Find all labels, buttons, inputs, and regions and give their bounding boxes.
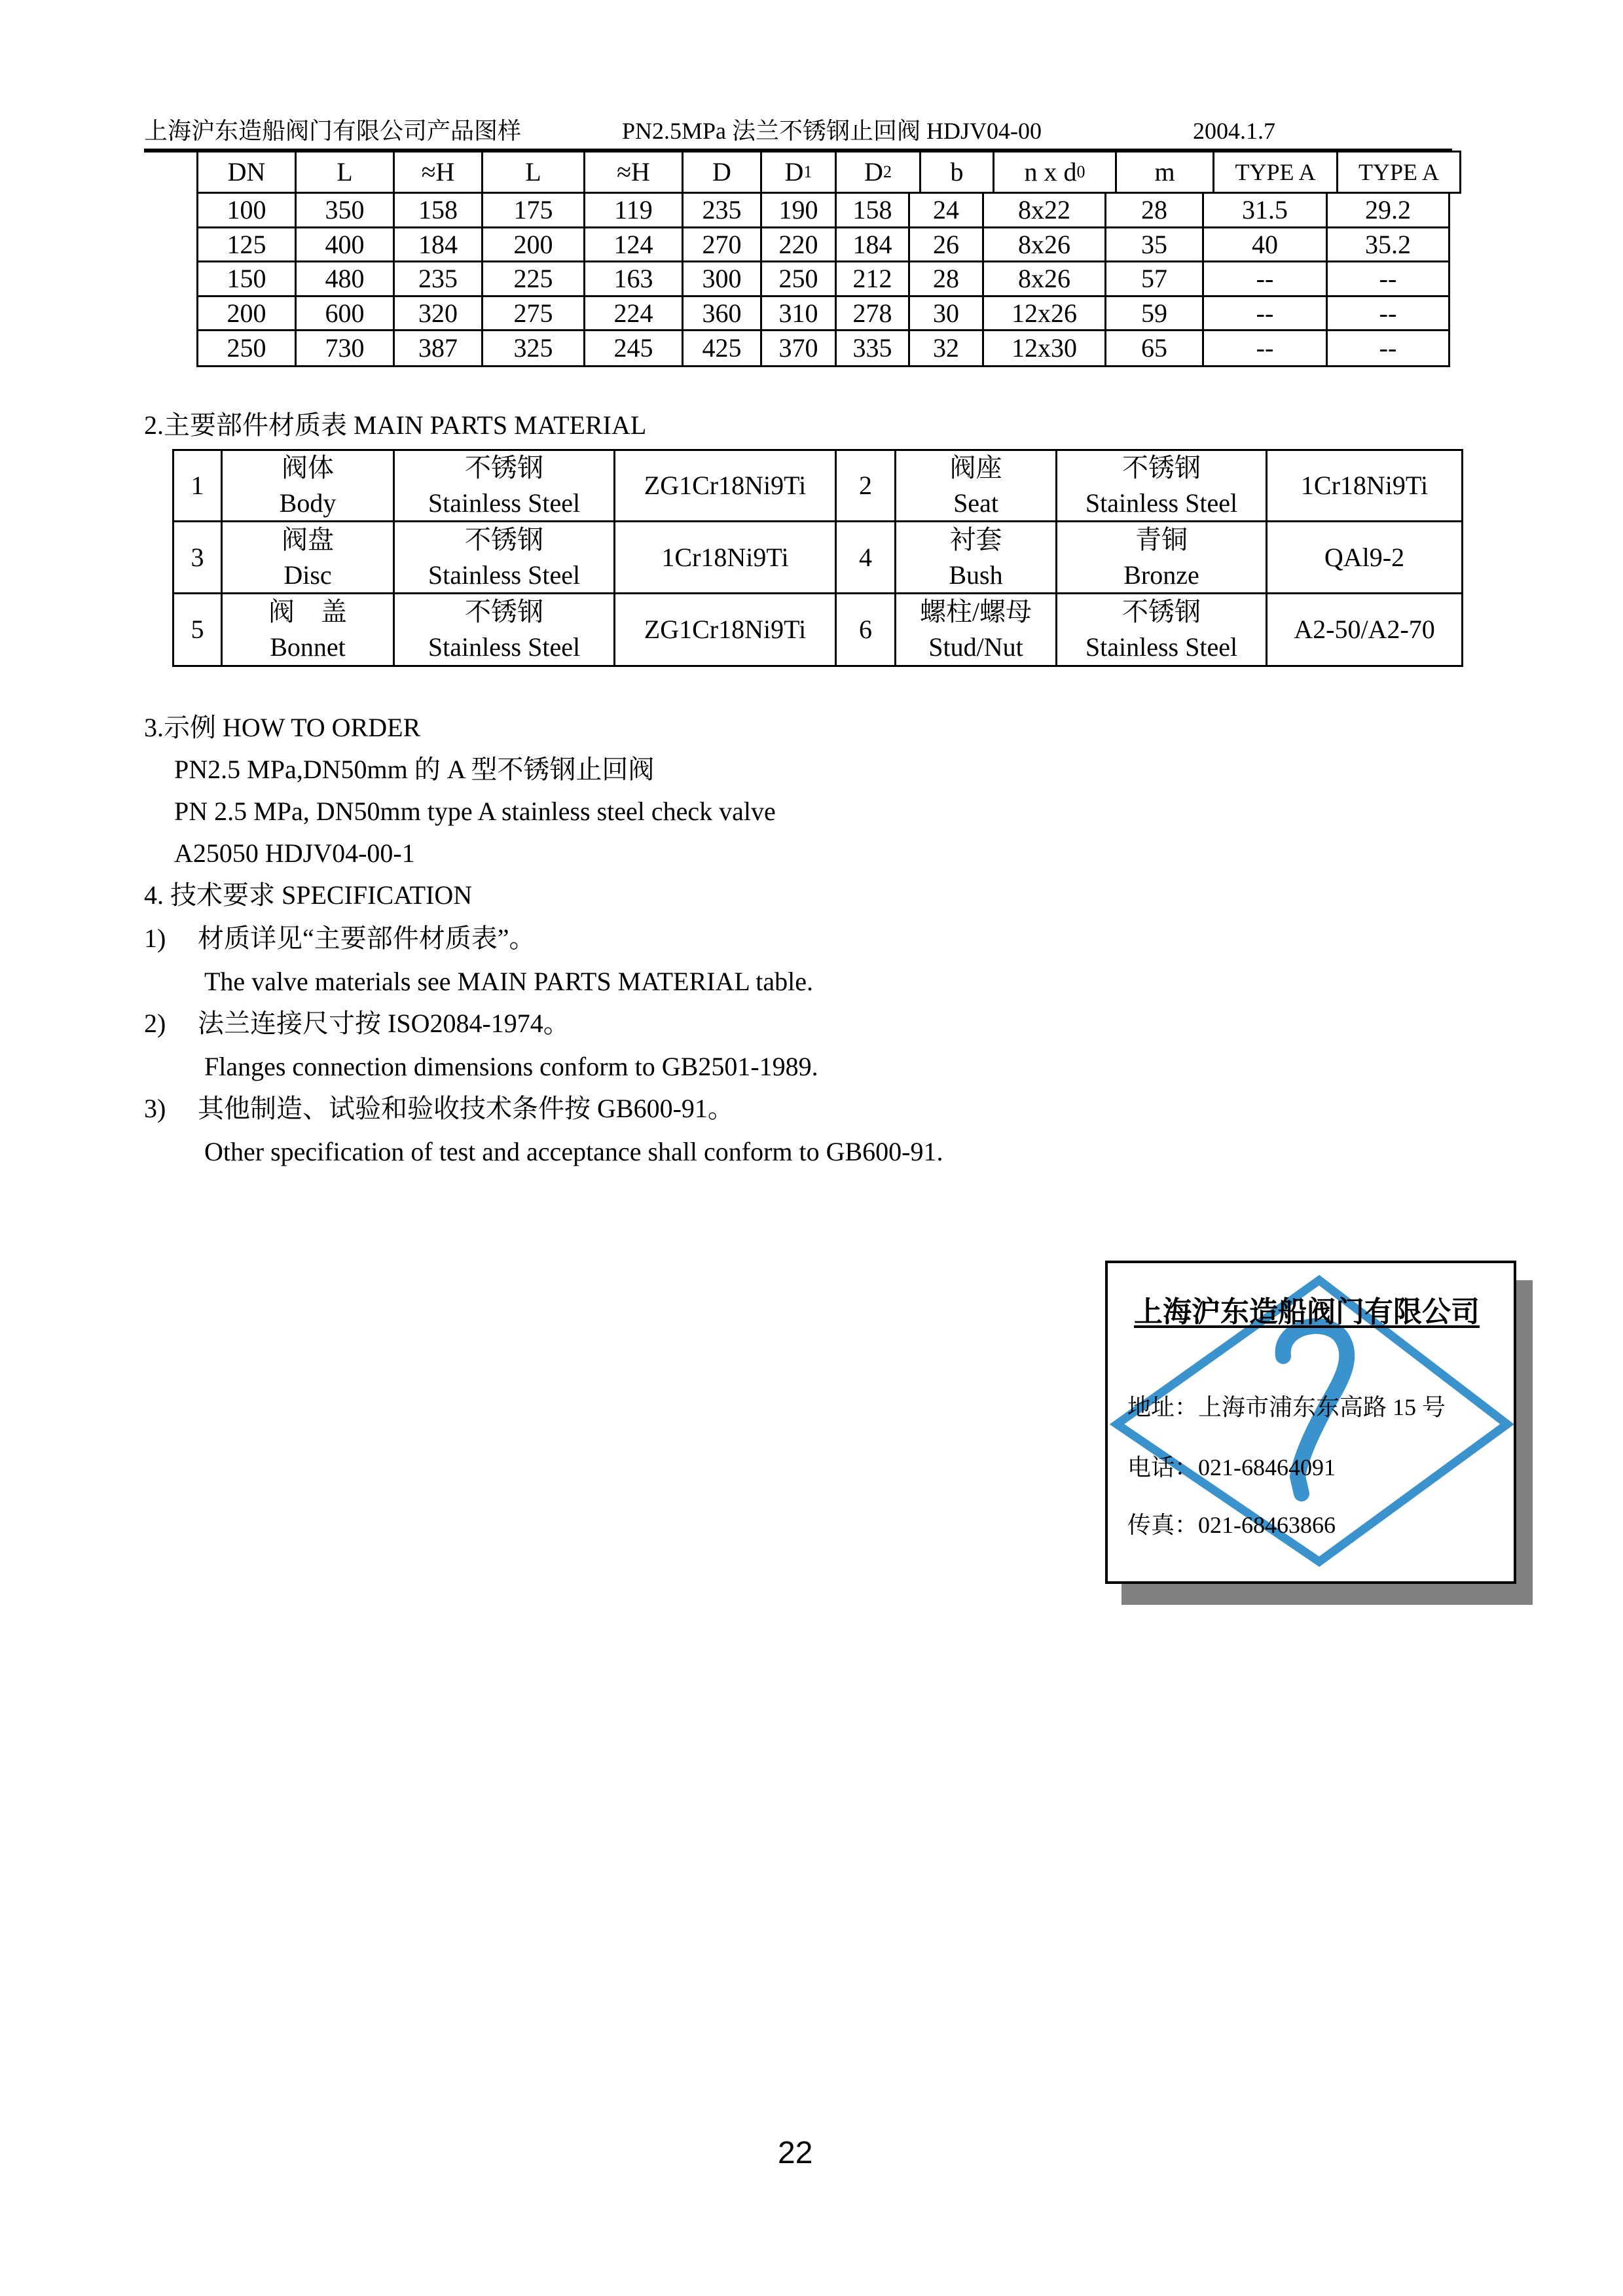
table-cell: 119 <box>583 192 684 228</box>
spec-1-cn: 材质详见“主要部件材质表”。 <box>198 924 536 953</box>
column-header-subscript: 1 <box>803 162 812 181</box>
table-cell: 184 <box>835 226 910 262</box>
material-grade-grade: ZG1Cr18Ni9Ti <box>644 471 807 500</box>
table-cell: 59 <box>1104 295 1204 331</box>
materials-heading: 2.主要部件材质表 MAIN PARTS MATERIAL <box>144 410 647 440</box>
table-cell: -- <box>1202 295 1328 331</box>
material-grade <box>1266 449 1463 522</box>
column-header-label: n x d <box>1024 157 1077 187</box>
column-header-label: D <box>784 157 804 187</box>
table-cell: 24 <box>908 192 984 228</box>
table-cell: 35 <box>1104 226 1204 262</box>
material-name-mat-en: Stainless Steel <box>428 560 581 590</box>
item-number <box>172 592 223 667</box>
stamp-phone: 电话：021-68464091 <box>1127 1454 1336 1480</box>
table-cell: 12x30 <box>982 329 1106 367</box>
column-header-label: ≈H <box>421 157 455 187</box>
material-name <box>1055 449 1267 522</box>
table-cell: 190 <box>760 192 837 228</box>
table-cell: 387 <box>393 329 483 367</box>
order-heading: 3.示例 HOW TO ORDER <box>144 713 421 742</box>
table-cell: 31.5 <box>1202 192 1328 228</box>
table-cell: 235 <box>393 260 483 297</box>
column-header-label: DN <box>227 157 266 187</box>
spec-1-en: The valve materials see MAIN PARTS MATERIAL table. <box>204 967 814 996</box>
material-grade-grade: 1Cr18Ni9Ti <box>661 542 789 572</box>
part-name-part-en: Bush <box>949 560 1003 590</box>
table-cell: 28 <box>1104 192 1204 228</box>
spec-2-en: Flanges connection dimensions conform to GB2501-1989. <box>204 1052 818 1081</box>
table-cell: 335 <box>835 329 910 367</box>
material-name <box>1055 592 1267 667</box>
column-header-label: D <box>864 157 883 187</box>
company-stamp <box>1105 1261 1516 1584</box>
item-number <box>835 592 896 667</box>
part-name <box>894 520 1057 594</box>
item-number-no: 4 <box>859 542 872 572</box>
part-name-part-cn: 螺柱/螺母 <box>919 597 1032 626</box>
material-name-mat-en: Stainless Steel <box>428 632 581 662</box>
table-cell: 8x26 <box>982 226 1106 262</box>
column-header-label: ≈H <box>617 157 650 187</box>
column-header-label: L <box>525 157 541 187</box>
part-name <box>221 520 395 594</box>
page-number: 22 <box>778 2136 813 2170</box>
column-header <box>295 151 395 194</box>
material-name <box>393 520 615 594</box>
table-cell: 325 <box>481 329 585 367</box>
material-grade <box>1266 520 1463 594</box>
column-header <box>835 151 921 194</box>
column-header <box>760 151 837 194</box>
column-header-subscript: 0 <box>1076 162 1085 181</box>
table-cell: 600 <box>295 295 395 331</box>
table-cell: 124 <box>583 226 684 262</box>
part-name <box>221 592 395 667</box>
material-name-mat-cn: 不锈钢 <box>465 524 543 554</box>
material-grade <box>613 592 837 667</box>
part-name-part-en: Body <box>279 488 337 518</box>
column-header <box>393 151 483 194</box>
part-name-part-cn: 衬套 <box>949 524 1002 554</box>
material-name-mat-en: Stainless Steel <box>428 488 581 518</box>
column-header <box>919 151 994 194</box>
table-cell: 35.2 <box>1326 226 1450 262</box>
column-header <box>481 151 585 194</box>
material-name <box>393 592 615 667</box>
table-cell: 275 <box>481 295 585 331</box>
spec-3-en: Other specification of test and acceptance shall conform to GB600-91. <box>204 1137 943 1166</box>
header-company: 上海沪东造船阀门有限公司产品图样 <box>144 118 522 144</box>
table-cell: 250 <box>196 329 297 367</box>
order-line-en: PN 2.5 MPa, DN50mm type A stainless steel check valve <box>174 797 776 826</box>
material-name-mat-cn: 青铜 <box>1135 524 1188 554</box>
table-cell: 250 <box>760 260 837 297</box>
column-header <box>1115 151 1214 194</box>
item-number-no: 1 <box>191 471 204 500</box>
table-cell: 350 <box>295 192 395 228</box>
stamp-address: 地址：上海市浦东东高路 15 号 <box>1127 1394 1446 1420</box>
table-cell: 175 <box>481 192 585 228</box>
table-cell: 32 <box>908 329 984 367</box>
stamp-fax: 传真：021-68463866 <box>1127 1512 1336 1538</box>
part-name-part-en: Bonnet <box>270 632 346 662</box>
item-number <box>835 449 896 522</box>
part-name <box>221 449 395 522</box>
table-cell: 100 <box>196 192 297 228</box>
material-name-mat-cn: 不锈钢 <box>465 453 543 482</box>
material-grade-grade: QAl9-2 <box>1324 542 1405 572</box>
table-cell: -- <box>1202 260 1328 297</box>
material-name-mat-cn: 不锈钢 <box>1122 597 1201 626</box>
material-name <box>1055 520 1267 594</box>
item-number-no: 2 <box>859 471 872 500</box>
item-number <box>835 520 896 594</box>
part-name-part-en: Stud/Nut <box>928 632 1023 662</box>
spec-3-cn: 其他制造、试验和验收技术条件按 GB600-91。 <box>198 1094 734 1123</box>
material-grade <box>613 449 837 522</box>
item-number <box>172 449 223 522</box>
table-cell: 212 <box>835 260 910 297</box>
header-date: 2004.1.7 <box>1193 118 1275 144</box>
column-header <box>1213 151 1338 194</box>
item-number-no: 6 <box>859 615 872 644</box>
spec-2-cn: 法兰连接尺寸按 ISO2084-1974。 <box>198 1009 570 1038</box>
table-cell: 158 <box>393 192 483 228</box>
column-header-label: D <box>712 157 731 187</box>
table-cell: -- <box>1326 295 1450 331</box>
column-header-label: TYPE A <box>1235 159 1316 185</box>
column-header <box>682 151 762 194</box>
column-header-label: m <box>1154 157 1175 187</box>
column-header <box>196 151 297 194</box>
spec-2-num: 2) <box>144 1009 166 1038</box>
table-cell: 150 <box>196 260 297 297</box>
column-header <box>583 151 684 194</box>
table-cell: 12x26 <box>982 295 1106 331</box>
table-cell: 425 <box>682 329 762 367</box>
table-cell: 270 <box>682 226 762 262</box>
table-cell: 220 <box>760 226 837 262</box>
table-cell: 8x26 <box>982 260 1106 297</box>
table-cell: 184 <box>393 226 483 262</box>
table-cell: 310 <box>760 295 837 331</box>
column-header-label: L <box>337 157 353 187</box>
table-cell: 8x22 <box>982 192 1106 228</box>
part-name-part-cn: 阀盘 <box>282 524 334 554</box>
table-cell: 200 <box>481 226 585 262</box>
material-grade-grade: ZG1Cr18Ni9Ti <box>644 615 807 644</box>
table-cell: 278 <box>835 295 910 331</box>
column-header-subscript: 2 <box>883 162 892 181</box>
item-number-no: 3 <box>191 542 204 572</box>
table-cell: 730 <box>295 329 395 367</box>
header-product: PN2.5MPa 法兰不锈钢止回阀 HDJV04-00 <box>622 118 1042 144</box>
part-name <box>894 449 1057 522</box>
table-cell: 65 <box>1104 329 1204 367</box>
material-name <box>393 449 615 522</box>
spec-1-num: 1) <box>144 924 166 953</box>
table-cell: -- <box>1326 329 1450 367</box>
table-cell: 40 <box>1202 226 1328 262</box>
material-grade <box>1266 592 1463 667</box>
material-name-mat-en: Bronze <box>1123 560 1199 590</box>
column-header-label: b <box>950 157 964 187</box>
order-line-cn: PN2.5 MPa,DN50mm 的 A 型不锈钢止回阀 <box>174 755 655 784</box>
table-cell: 57 <box>1104 260 1204 297</box>
stamp-company-name: 上海沪东造船阀门有限公司 <box>1134 1296 1480 1328</box>
table-cell: 400 <box>295 226 395 262</box>
table-cell: 158 <box>835 192 910 228</box>
column-header-label: TYPE A <box>1358 159 1439 185</box>
table-cell: 29.2 <box>1326 192 1450 228</box>
spec-heading: 4. 技术要求 SPECIFICATION <box>144 880 473 910</box>
table-cell: 370 <box>760 329 837 367</box>
spec-3-num: 3) <box>144 1094 166 1123</box>
table-cell: 320 <box>393 295 483 331</box>
part-name-part-cn: 阀体 <box>282 453 334 482</box>
material-name-mat-cn: 不锈钢 <box>1122 453 1201 482</box>
item-number-no: 5 <box>191 615 204 644</box>
table-cell: 30 <box>908 295 984 331</box>
table-cell: 224 <box>583 295 684 331</box>
part-name-part-cn: 阀 盖 <box>268 597 347 626</box>
column-header <box>993 151 1117 194</box>
material-grade <box>613 520 837 594</box>
material-name-mat-en: Stainless Steel <box>1085 632 1238 662</box>
material-name-mat-cn: 不锈钢 <box>465 597 543 626</box>
part-name-part-en: Seat <box>953 488 998 518</box>
table-cell: -- <box>1326 260 1450 297</box>
table-cell: 125 <box>196 226 297 262</box>
table-cell: 480 <box>295 260 395 297</box>
column-header <box>1336 151 1461 194</box>
part-name-part-en: Disc <box>283 560 332 590</box>
table-cell: -- <box>1202 329 1328 367</box>
table-cell: 235 <box>682 192 762 228</box>
item-number <box>172 520 223 594</box>
order-code: A25050 HDJV04-00-1 <box>174 838 415 868</box>
part-name-part-cn: 阀座 <box>949 453 1002 482</box>
part-name <box>894 592 1057 667</box>
table-cell: 26 <box>908 226 984 262</box>
material-name-mat-en: Stainless Steel <box>1085 488 1238 518</box>
table-cell: 28 <box>908 260 984 297</box>
table-cell: 225 <box>481 260 585 297</box>
table-cell: 360 <box>682 295 762 331</box>
table-cell: 163 <box>583 260 684 297</box>
material-grade-grade: A2-50/A2-70 <box>1294 615 1435 644</box>
table-cell: 200 <box>196 295 297 331</box>
material-grade-grade: 1Cr18Ni9Ti <box>1300 471 1429 500</box>
table-cell: 245 <box>583 329 684 367</box>
table-cell: 300 <box>682 260 762 297</box>
